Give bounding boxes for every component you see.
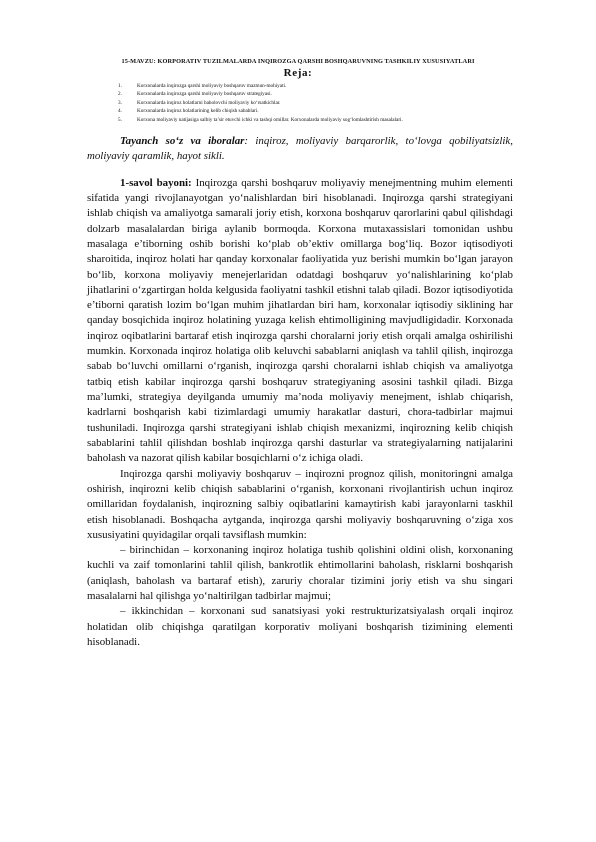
keywords-paragraph: [87, 134, 513, 165]
paragraph-4: – ikkinchidan – korxonani sud sanatsiyasi yoki restrukturizatsiyalash orqali inqiroz holatidan olib chiqishga qaratilgan korporativ moliyani boshqarish tizimining elementi hisoblanadi.: [87, 605, 513, 648]
paragraph-1-text: Inqirozga qarshi boshqaruv moliyaviy menejmentning muhim elementi sifatida yangi rivojlanayotgan yo‘nalishlardan biri hisoblanadi. Inqirozga qarshi strategiyani ishlab chiqish va amaliyotga samarali joriy etish, korxona boshqaruv qarorlarini qabul qilishdagi dolzarb masalalardan biriga aylanib bormoqda. Korxona mutaxassislari tomonidan ushbu masalaga e’tiborning oshib borishi ko‘plab ob’ektiv omillarga bog‘liq. Bozor iqtisodiyoti sharoitida, inqiroz holati har qanday korxonalar faoliyatida yuz berishi mumkin bo‘lgan jarayon bo‘lib, korxona moliyaviy menejerlaridan odatdagi boshqaruv yo‘nalishlarining ko‘plab jihatlarini o‘zgartirgan holda kelgusida faoliyatni tashkil etishni talab qiladi. Bozor iqtisodiyotida e’tiborni qaratish lozim bo‘lgan muhim jihatlardan biri ham, korxonalar iqtisodiy siklining har qanday bosqichida inqiroz holatining yuzaga kelish ehtimolligining mavjudligidadir. Korxonada inqiroz oqibatlarini bartaraf etish inqirozga qarshi choralarni joriy etish orqali amalga oshirilishi mumkin. Korxonada inqiroz holatiga olib keluvchi sabablarni aniqlash va tahlil qilish, inqirozga sabab bo‘luvchi omillarni o‘rganish, inqirozga qarshi choralarni ishlab chiqish va amaliyotga tatbiq etish kabilar inqirozga qarshi boshqaruv strategiyaning asosini tashkil qiladi. Bizga ma’lumki, strategiya deyilganda umumiy ma’noda moliyaviy menejment, ishlab chiqarish, kadrlarni boshqarish kabi tizimlardagi umumiy harakatlar dasturi, chora-tadbirlar majmui tushuniladi. Inqirozga qarshi strategiyani ishlab chiqish mexanizmi, inqirozning kelib chiqish sabablarini tahlil qilishdan boshlab inqirozga qarshi dasturlar va strategiyalarning natijalarini baholash va nazorat qilish kabilar bosqichlarni o‘z ichiga oladi.: [87, 176, 513, 465]
plan-item-text: Korxonalarda inqirozga qarshi moliyaviy boshqaruv mazmun-mohiyati.: [137, 83, 287, 89]
plan-item-text: Korxonalarda inqiroz holatlarining kelib chiqish sabablari.: [137, 108, 259, 115]
plan-item-number: 4.: [118, 108, 122, 115]
document-body: [87, 134, 513, 650]
plan-item: [118, 82, 538, 90]
paragraph-3: – birinchidan – korxonaning inqiroz holatiga tushib qolishini oldini olish, korxonaning kuchli va zaif tomonlarini tahlil qilish, bankrotlik ehtimollarini baholash, risklarni boshqarish (aniqlash, baholash va bartaraf etish), zaruriy choralar tizimini joriy etish va shu singari masalalarni hal qilishga yo‘naltirilgan tadbirlar majmui;: [87, 544, 513, 603]
plan-item: [118, 107, 538, 115]
topic-title: 15-MAVZU: KORPORATIV TUZILMALARDA INQIROZGA QARSHI BOSHQARUVNING TASHKILIY XUSUSIYATLARI: [121, 58, 475, 65]
paragraph-2: Inqirozga qarshi moliyaviy boshqaruv – inqirozni prognoz qilish, monitoringni amalga oshirish, inqirozni kelib chiqish sabablarini o‘rganish, korxonani rivojlantirish uchun inqiroz omillaridan foydalanish, inqirozning salbiy oqibatlarini kamaytirish kabi jarayonlarni taskhil etish hisoblanadi. Boshqacha aytganda, inqirozga qarshi moliyaviy boshqaruvning o‘ziga xos xususiyatini quyidagilar orqali tavsiflash mumkin:: [87, 467, 513, 541]
plan-item-number: 3.: [118, 99, 122, 106]
plan-item-number: 5.: [118, 116, 122, 123]
keywords-text: : inqiroz, moliyaviy barqarorlik, to‘lovga qobiliyatsizlik, moliyaviy qaramlik, hayot sikli.: [87, 135, 513, 163]
plan-item-text: Korxona moliyaviy natijasiga salbiy ta’sir etuvchi ichki va tashqi omillar. Korxonalarda moliyaviy sog‘lomlashtirish masalalari.: [137, 116, 403, 123]
plan-item: [118, 116, 538, 124]
plan-item-text: Korxonalarda inqirozga qarshi moliyaviy boshqaruv strategiyasi.: [137, 91, 272, 98]
plan-item: [118, 99, 538, 107]
plan-item: [118, 90, 538, 98]
keywords-label: Tayanch so‘z va iboralar: [120, 135, 245, 147]
plan-item-number: 1.: [118, 83, 122, 89]
plan-heading: Reja:: [283, 67, 313, 79]
question-label: 1-savol bayoni:: [120, 176, 192, 189]
plan-item-text: Korxonalarda inqiroz holatlarni baholovchi moliyaviy ko‘rsatkichlar.: [137, 99, 281, 106]
paragraph-question-1: [87, 176, 513, 467]
plan-list: [118, 82, 538, 124]
plan-item-number: 2.: [118, 91, 122, 98]
